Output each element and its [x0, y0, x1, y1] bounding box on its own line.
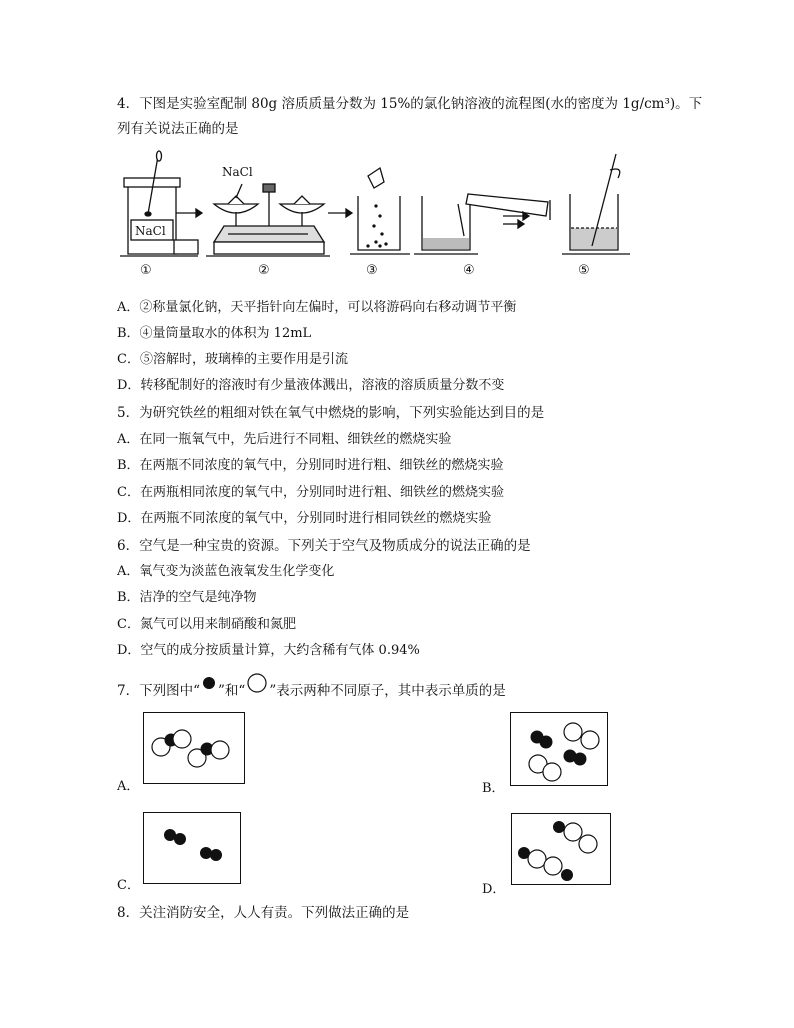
q4-stem-line1: 4．下图是实验室配制 80g 溶质质量分数为 15%的氯化钠溶液的流程图(水的密度为 1g/cm³)。下 — [117, 96, 703, 112]
molecule-chain-icon — [512, 814, 610, 884]
q6-option-d: D．空气的成分按质量计算，大约含稀有气体 0.94% — [117, 643, 420, 658]
q7-option-d-label: D． — [482, 882, 506, 897]
q7-stem-part2: ”和“ — [218, 683, 246, 699]
q8-stem: 8．关注消防安全，人人有责。下列做法正确的是 — [117, 905, 410, 921]
flow-diagram-svg — [118, 146, 648, 286]
step-label-4: ④ — [463, 263, 475, 278]
white-atom-icon — [247, 673, 267, 698]
step-label-3: ③ — [366, 263, 378, 278]
q6-option-b: B．洁净的空气是纯净物 — [117, 590, 257, 605]
q5-option-c: C．在两瓶相同浓度的氧气中，分别同时进行粗、细铁丝的燃烧实验 — [117, 485, 504, 500]
arrow-icon — [176, 209, 202, 217]
q7-option-d-diagram — [511, 813, 611, 885]
q7-stem-part3: ”表示两种不同原子，其中表示单质的是 — [269, 683, 506, 699]
molecule-mixture-icon — [144, 713, 244, 783]
q5-stem: 5．为研究铁丝的粗细对铁在氧气中燃烧的影响，下列实验能达到目的是 — [117, 405, 545, 421]
arrow-icon — [503, 220, 524, 228]
q4-option-c: C．⑤溶解时，玻璃棒的主要作用是引流 — [117, 352, 348, 367]
solution-preparation-flow-diagram — [118, 146, 648, 286]
q4-option-d: D．转移配制好的溶液时有少量液体溅出，溶液的溶质质量分数不变 — [117, 378, 505, 393]
q7-option-c-label: C． — [117, 878, 140, 893]
beaker-stirring-icon — [562, 154, 630, 254]
q7-option-a-diagram — [143, 712, 245, 784]
q6-stem: 6．空气是一种宝贵的资源。下列关于空气及物质成分的说法正确的是 — [117, 538, 531, 554]
q4-option-b: B．④量筒量取水的体积为 12mL — [117, 326, 312, 341]
step-label-1: ① — [140, 263, 152, 278]
molecule-single-element-icon — [144, 813, 240, 883]
beaker-cylinder-icon — [414, 194, 550, 254]
q6-option-a: A．氧气变为淡蓝色液氧发生化学变化 — [117, 564, 335, 579]
q7-stem-part1: 7．下列图中“ — [117, 683, 200, 699]
arrow-icon — [328, 209, 352, 217]
q6-option-c: C．氮气可以用来制硝酸和氮肥 — [117, 617, 296, 632]
balance-icon — [206, 184, 330, 256]
q7-option-a-label: A． — [117, 779, 140, 794]
q7-option-b-label: B． — [482, 781, 505, 796]
q4-option-a: A．②称量氯化钠，天平指针向左偏时，可以将游码向右移动调节平衡 — [117, 300, 517, 315]
bottle-label: NaCl — [135, 224, 166, 238]
balance-label: NaCl — [222, 165, 253, 179]
q5-option-b: B．在两瓶不同浓度的氧气中，分别同时进行粗、细铁丝的燃烧实验 — [117, 458, 504, 473]
step-label-2: ② — [258, 263, 270, 278]
q5-option-d: D．在两瓶不同浓度的氧气中，分别同时进行相同铁丝的燃烧实验 — [117, 511, 492, 526]
q4-stem-line2: 列有关说法正确的是 — [117, 121, 239, 137]
molecule-mixture-icon — [511, 713, 607, 785]
q5-option-a: A．在同一瓶氧气中，先后进行不同粗、细铁丝的燃烧实验 — [117, 432, 452, 447]
q7-option-c-diagram — [143, 812, 241, 884]
reagent-bottle-icon — [120, 151, 198, 256]
black-atom-icon — [202, 676, 216, 695]
q7-option-b-diagram — [510, 712, 608, 786]
beaker-pouring-icon — [350, 168, 410, 254]
q7-stem — [117, 679, 506, 704]
step-label-5: ⑤ — [578, 263, 590, 278]
